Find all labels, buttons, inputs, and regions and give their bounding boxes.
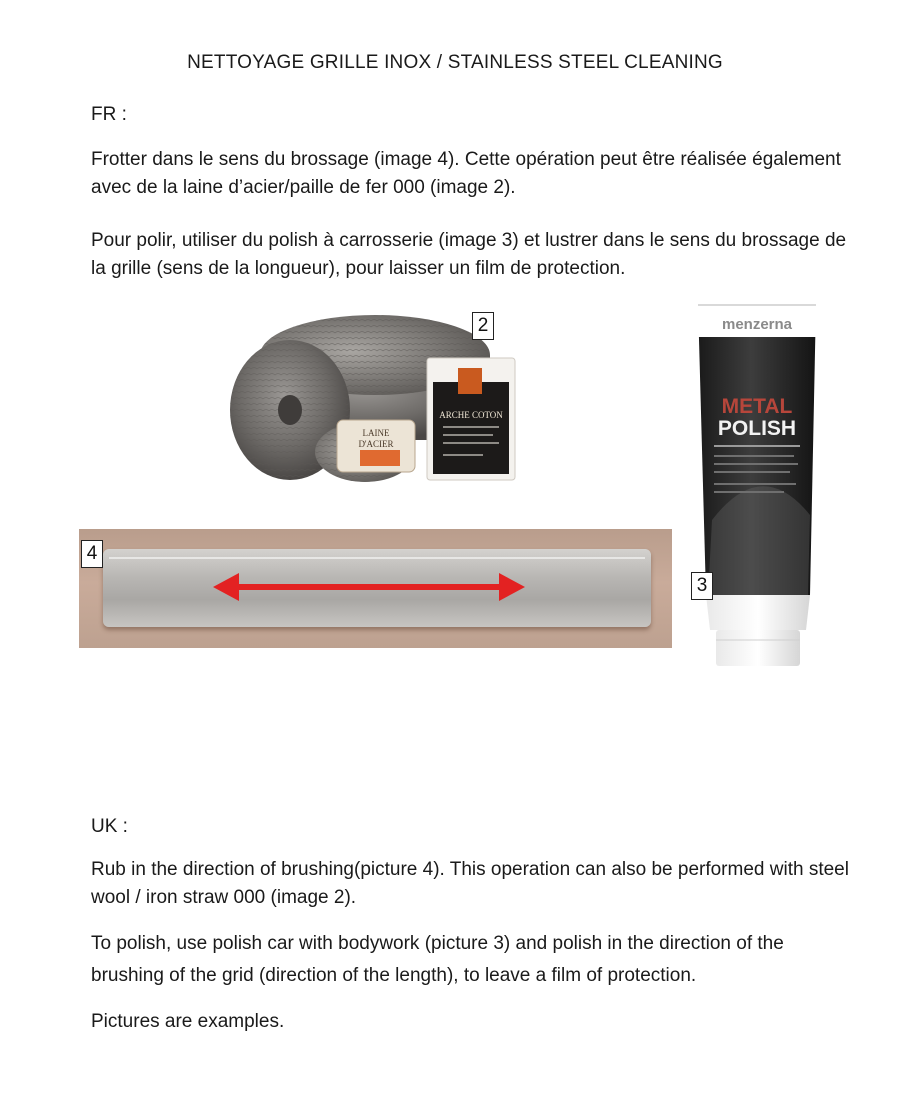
tube-line-metal: METAL: [721, 395, 793, 418]
wool-label-line2: D'ACIER: [358, 439, 394, 449]
tube-line-polish: POLISH: [717, 417, 797, 440]
uk-paragraph-rub: Rub in the direction of brushing(picture 4). This operation can also be performed with steel wool / iron straw 000 (image 2).: [91, 859, 849, 908]
uk-paragraph-polish: To polish, use polish car with bodywork (picture 3) and polish in the direction of the brushing of the grid (direction of the length), to leave a film of protection.: [91, 933, 784, 986]
grille-image: [79, 529, 672, 648]
metal-polish-tube-image: [692, 295, 822, 675]
figure-3-number: 3: [691, 572, 713, 600]
double-arrow-icon: [209, 569, 529, 605]
figure-2-number: 2: [472, 312, 494, 340]
uk-section-label: UK :: [91, 816, 128, 837]
document-title: NETTOYAGE GRILLE INOX / STAINLESS STEEL CLEANING: [187, 52, 723, 73]
package-label: ARCHE COTON: [439, 410, 503, 420]
tube-brand: menzerna: [721, 316, 793, 333]
wool-label-line1: LAINE: [362, 428, 390, 438]
fr-section-label: FR :: [91, 104, 127, 125]
fr-paragraph-rub: Frotter dans le sens du brossage (image 4). Cette opération peut être réalisée également avec de la laine d’acier/paille de fer 000 (image 2).: [91, 149, 841, 198]
fr-paragraph-polish: Pour polir, utiliser du polish à carrosserie (image 3) et lustrer dans le sens du brossage de la grille (sens de la longueur), pour laisser un film de protection.: [91, 230, 847, 279]
uk-paragraph-examples: Pictures are examples.: [91, 1011, 285, 1032]
figure-4-number: 4: [81, 540, 103, 568]
